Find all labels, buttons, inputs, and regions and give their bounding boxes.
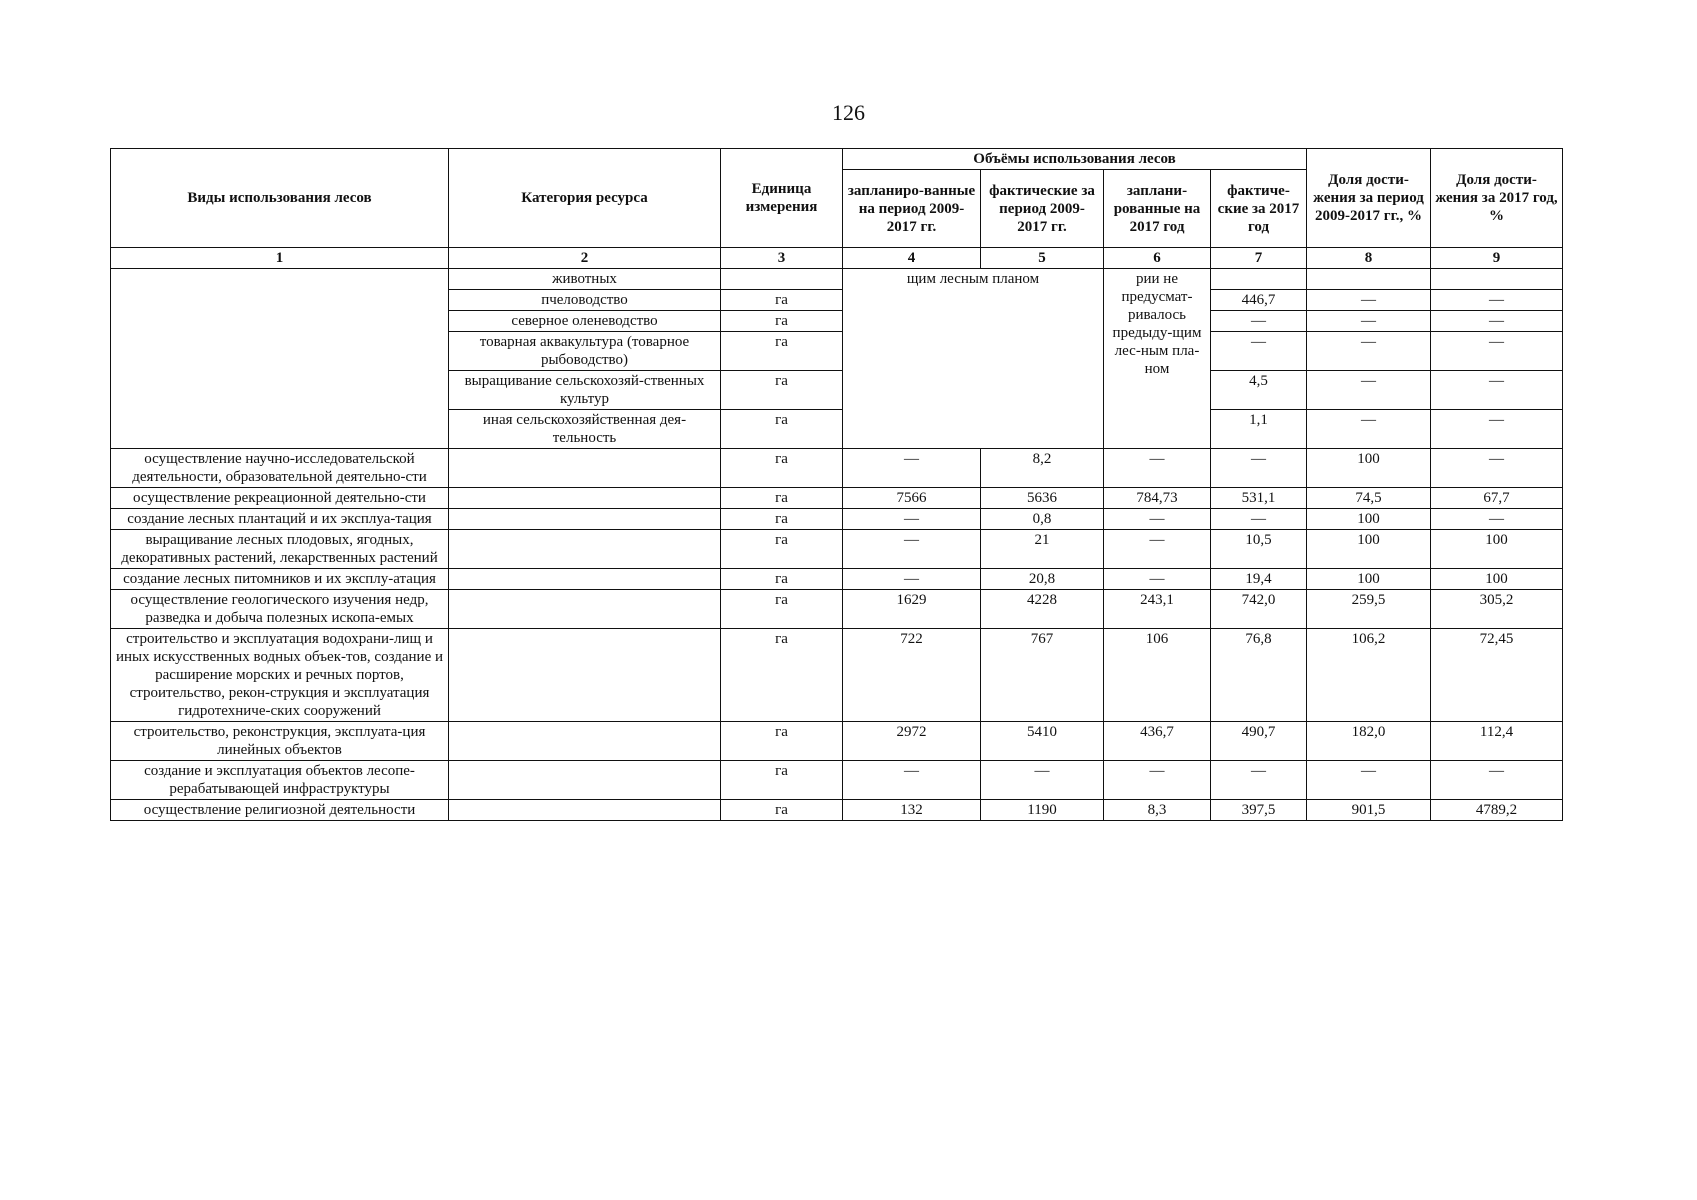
table-row: [111, 800, 1563, 821]
unit-cell: га: [721, 800, 843, 821]
category-cell: товарная аквакультура (товарное рыбоводство): [449, 332, 721, 371]
actual-period-cell: —: [981, 761, 1104, 800]
share-2017-cell: 100: [1431, 569, 1563, 590]
actual-period-cell: 0,8: [981, 509, 1104, 530]
table-row: [111, 761, 1563, 800]
actual-2017-cell: —: [1211, 509, 1307, 530]
forest-use-type-cell: создание лесных питомников и их эксплу-атация: [111, 569, 449, 590]
table-row: [111, 569, 1563, 590]
share-2017-cell: 67,7: [1431, 488, 1563, 509]
category-cell: [449, 761, 721, 800]
forest-use-type-cell: создание лесных плантаций и их эксплуа-тация: [111, 509, 449, 530]
category-cell: [449, 569, 721, 590]
header-unit: Единица измерения: [721, 149, 843, 248]
page-number: 126: [832, 100, 865, 125]
share-2017-cell: 305,2: [1431, 590, 1563, 629]
unit-cell: га: [721, 590, 843, 629]
table-row: [111, 449, 1563, 488]
unit-cell: га: [721, 449, 843, 488]
planned-period-cell: —: [843, 509, 981, 530]
share-period-cell: [1307, 269, 1431, 290]
actual-period-cell: 21: [981, 530, 1104, 569]
planned-period-cell: 1629: [843, 590, 981, 629]
actual-2017-cell: 490,7: [1211, 722, 1307, 761]
actual-2017-cell: 531,1: [1211, 488, 1307, 509]
planned-period-cell: 2972: [843, 722, 981, 761]
actual-period-cell: 5636: [981, 488, 1104, 509]
table-row: [111, 722, 1563, 761]
header-resource-category: Категория ресурса: [449, 149, 721, 248]
planned-2017-cell: —: [1104, 569, 1211, 590]
share-period-cell: —: [1307, 761, 1431, 800]
actual-2017-cell: —: [1211, 761, 1307, 800]
actual-period-cell: 1190: [981, 800, 1104, 821]
actual-2017-cell: 1,1: [1211, 410, 1307, 449]
column-number: 7: [1211, 248, 1307, 269]
forest-use-type-cell: осуществление рекреационной деятельно-сти: [111, 488, 449, 509]
planned-period-cell: —: [843, 530, 981, 569]
share-period-cell: —: [1307, 290, 1431, 311]
header-share-2017: Доля дости-жения за 2017 год, %: [1431, 149, 1563, 248]
actual-2017-cell: [1211, 269, 1307, 290]
unit-cell: га: [721, 332, 843, 371]
category-cell: пчеловодство: [449, 290, 721, 311]
category-cell: [449, 800, 721, 821]
column-number: 4: [843, 248, 981, 269]
planned-2017-cell: 784,73: [1104, 488, 1211, 509]
unit-cell: га: [721, 569, 843, 590]
actual-2017-cell: 19,4: [1211, 569, 1307, 590]
share-period-cell: —: [1307, 410, 1431, 449]
share-2017-cell: —: [1431, 410, 1563, 449]
table-row: [111, 530, 1563, 569]
share-2017-cell: 100: [1431, 530, 1563, 569]
actual-2017-cell: 742,0: [1211, 590, 1307, 629]
unit-cell: га: [721, 311, 843, 332]
unit-cell: га: [721, 530, 843, 569]
planned-2017-cell: 8,3: [1104, 800, 1211, 821]
forest-use-table: [110, 148, 1563, 821]
actual-period-cell: 767: [981, 629, 1104, 722]
forest-use-type-cell: выращивание лесных плодовых, ягодных, декоративных растений, лекарственных растений: [111, 530, 449, 569]
actual-2017-cell: 10,5: [1211, 530, 1307, 569]
category-cell: [449, 590, 721, 629]
share-2017-cell: —: [1431, 332, 1563, 371]
merged-note-planned-actual: щим лесным планом: [843, 269, 1104, 449]
category-cell: [449, 629, 721, 722]
planned-2017-cell: 106: [1104, 629, 1211, 722]
share-2017-cell: —: [1431, 311, 1563, 332]
unit-cell: га: [721, 290, 843, 311]
unit-cell: га: [721, 488, 843, 509]
planned-2017-cell: —: [1104, 449, 1211, 488]
share-2017-cell: 4789,2: [1431, 800, 1563, 821]
header-volumes-group: Объёмы использования лесов: [843, 149, 1307, 170]
share-2017-cell: —: [1431, 509, 1563, 530]
share-2017-cell: —: [1431, 290, 1563, 311]
actual-2017-cell: —: [1211, 332, 1307, 371]
actual-2017-cell: 76,8: [1211, 629, 1307, 722]
share-period-cell: 259,5: [1307, 590, 1431, 629]
column-number: 1: [111, 248, 449, 269]
header-actual-2017: фактиче-ские за 2017 год: [1211, 170, 1307, 248]
actual-period-cell: 20,8: [981, 569, 1104, 590]
continued-type-cell: [111, 269, 449, 449]
merged-note-planned-2017: рии не предусмат-ривалось предыду-щим лес-ным пла-ном: [1104, 269, 1211, 449]
unit-cell: га: [721, 410, 843, 449]
category-cell: иная сельскохозяйственная дея-тельность: [449, 410, 721, 449]
column-number: 5: [981, 248, 1104, 269]
unit-cell: га: [721, 371, 843, 410]
table-row: [111, 590, 1563, 629]
actual-period-cell: 4228: [981, 590, 1104, 629]
actual-2017-cell: 446,7: [1211, 290, 1307, 311]
forest-use-type-cell: осуществление научно-исследовательской деятельности, образовательной деятельно-сти: [111, 449, 449, 488]
header-planned-period: запланиро-ванные на период 2009-2017 гг.: [843, 170, 981, 248]
share-period-cell: 901,5: [1307, 800, 1431, 821]
actual-period-cell: 5410: [981, 722, 1104, 761]
unit-cell: [721, 269, 843, 290]
actual-2017-cell: 397,5: [1211, 800, 1307, 821]
share-period-cell: 100: [1307, 569, 1431, 590]
share-period-cell: 106,2: [1307, 629, 1431, 722]
actual-2017-cell: 4,5: [1211, 371, 1307, 410]
category-cell: [449, 488, 721, 509]
actual-2017-cell: —: [1211, 449, 1307, 488]
actual-2017-cell: —: [1211, 311, 1307, 332]
share-2017-cell: 72,45: [1431, 629, 1563, 722]
column-number: 9: [1431, 248, 1563, 269]
planned-2017-cell: 436,7: [1104, 722, 1211, 761]
category-cell: [449, 530, 721, 569]
table-row: [111, 629, 1563, 722]
share-2017-cell: [1431, 269, 1563, 290]
column-number: 6: [1104, 248, 1211, 269]
planned-2017-cell: —: [1104, 530, 1211, 569]
planned-period-cell: —: [843, 761, 981, 800]
share-period-cell: —: [1307, 311, 1431, 332]
share-period-cell: 100: [1307, 509, 1431, 530]
planned-period-cell: —: [843, 569, 981, 590]
header-forest-use-type: Виды использования лесов: [111, 149, 449, 248]
planned-2017-cell: 243,1: [1104, 590, 1211, 629]
forest-use-type-cell: осуществление религиозной деятельности: [111, 800, 449, 821]
category-cell: [449, 722, 721, 761]
planned-period-cell: 722: [843, 629, 981, 722]
column-number: 3: [721, 248, 843, 269]
share-period-cell: —: [1307, 371, 1431, 410]
planned-period-cell: 132: [843, 800, 981, 821]
planned-period-cell: 7566: [843, 488, 981, 509]
planned-2017-cell: —: [1104, 761, 1211, 800]
share-2017-cell: —: [1431, 371, 1563, 410]
share-2017-cell: —: [1431, 761, 1563, 800]
forest-use-type-cell: строительство и эксплуатация водохрани-лищ и иных искусственных водных объек-тов, создание и расширение морских и речных портов, строительство, рекон-струкция и эксплуатация гидротехниче-ских сооружений: [111, 629, 449, 722]
header-planned-2017: заплани-рованные на 2017 год: [1104, 170, 1211, 248]
forest-use-type-cell: строительство, реконструкция, эксплуата-ция линейных объектов: [111, 722, 449, 761]
share-period-cell: —: [1307, 332, 1431, 371]
share-2017-cell: —: [1431, 449, 1563, 488]
unit-cell: га: [721, 761, 843, 800]
forest-use-type-cell: создание и эксплуатация объектов лесопе-рерабатывающей инфраструктуры: [111, 761, 449, 800]
share-2017-cell: 112,4: [1431, 722, 1563, 761]
unit-cell: га: [721, 722, 843, 761]
category-cell: [449, 509, 721, 530]
column-number: 8: [1307, 248, 1431, 269]
category-cell: выращивание сельскохозяй-ственных культур: [449, 371, 721, 410]
header-actual-period: фактические за период 2009-2017 гг.: [981, 170, 1104, 248]
unit-cell: га: [721, 509, 843, 530]
share-period-cell: 100: [1307, 530, 1431, 569]
planned-2017-cell: —: [1104, 509, 1211, 530]
category-cell: [449, 449, 721, 488]
unit-cell: га: [721, 629, 843, 722]
actual-period-cell: 8,2: [981, 449, 1104, 488]
table-row: [111, 488, 1563, 509]
planned-period-cell: —: [843, 449, 981, 488]
share-period-cell: 100: [1307, 449, 1431, 488]
share-period-cell: 182,0: [1307, 722, 1431, 761]
column-number: 2: [449, 248, 721, 269]
forest-use-type-cell: осуществление геологического изучения недр, разведка и добыча полезных ископа-емых: [111, 590, 449, 629]
table-row: [111, 509, 1563, 530]
category-cell: животных: [449, 269, 721, 290]
share-period-cell: 74,5: [1307, 488, 1431, 509]
header-share-period: Доля дости-жения за период 2009-2017 гг., %: [1307, 149, 1431, 248]
category-cell: северное оленеводство: [449, 311, 721, 332]
